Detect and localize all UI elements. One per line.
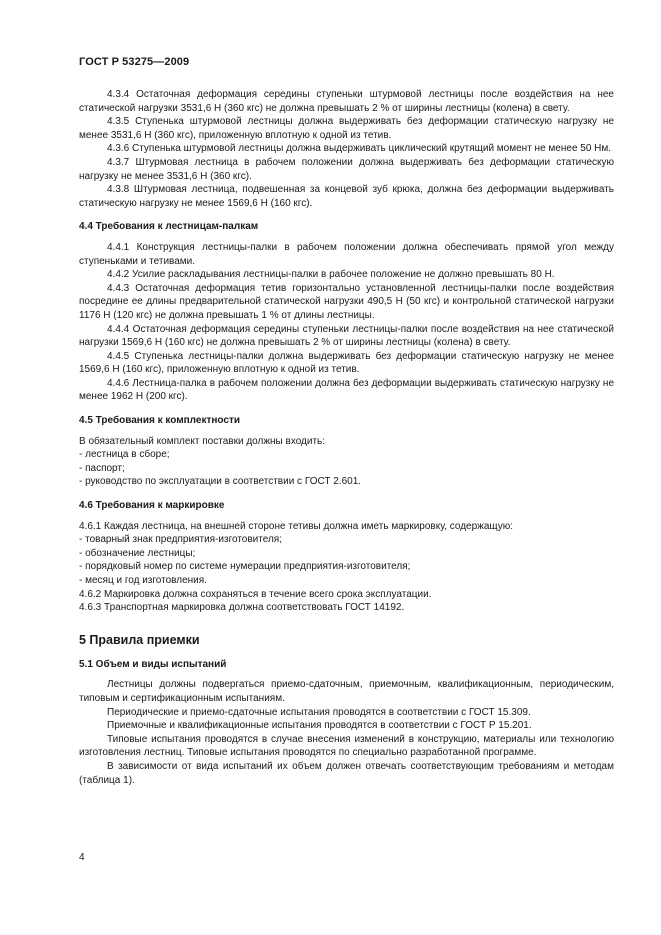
heading-section-5: 5 Правила приемки	[79, 632, 200, 647]
list-item: - товарный знак предприятия-изготовителя;	[79, 534, 282, 546]
paragraph-4-4-5: 4.4.5 Ступенька лестницы-палки должна выдерживать без деформации статическую нагрузку не менее 1569,6 Н (160 кгс), приложенную вплотную к одной из тетив.	[79, 350, 614, 376]
heading-4-6: 4.6 Требования к маркировке	[79, 500, 225, 512]
heading-5-1: 5.1 Объем и виды испытаний	[79, 658, 227, 670]
heading-4-4: 4.4 Требования к лестницам-палкам	[79, 221, 259, 233]
paragraph-4-3-7: 4.3.7 Штурмовая лестница в рабочем положении должна выдерживать без деформации статическую нагрузку не менее 3531,6 Н (360 кгс).	[79, 156, 614, 182]
paragraph-4-4-1: 4.4.1 Конструкция лестницы-палки в рабочем положении должна обеспечивать прямой угол между ступеньками и тетивами.	[79, 241, 614, 267]
heading-4-5: 4.5 Требования к комплектности	[79, 415, 240, 427]
paragraph-4-6-1: 4.6.1 Каждая лестница, на внешней стороне тетивы должна иметь маркировку, содержащую:	[79, 520, 514, 532]
document-header: ГОСТ Р 53275—2009	[79, 56, 190, 68]
paragraph-4-6-3: 4.6.3 Транспортная маркировка должна соответствовать ГОСТ 14192.	[79, 602, 405, 614]
paragraph-4-4-4: 4.4.4 Остаточная деформация середины ступеньки лестницы-палки после воздействия на нее статической нагрузки 1569,6 Н (160 кгс) не должна превышать 2 % от ширины лестницы (колена) в свету.	[79, 323, 614, 349]
list-item: - лестница в сборе;	[79, 449, 170, 461]
paragraph-5-1-c: Приемочные и квалификационные испытания проводятся в соответствии с ГОСТ Р 15.201.	[107, 720, 532, 732]
paragraph-4-3-8: 4.3.8 Штурмовая лестница, подвешенная за концевой зуб крюка, должна без деформации выдерживать статическую нагрузку не менее 1569,6 Н (160 кгс).	[79, 184, 614, 209]
paragraph-5-1-d: Типовые испытания проводятся в случае внесения изменений в конструкцию, материалы или технологию изготовления лестниц. Типовые испытания проводятся по специально разработанной программе.	[79, 733, 614, 759]
paragraph-4-4-3: 4.4.3 Остаточная деформация тетив горизонтально установленной лестницы-палки после воздействия посредине ее длины предварительной статической нагрузки 490,5 Н (50 кгс) и контрольной статической нагрузки 1176 Н (120 кгс) не должна превышать 1 % от длины лестницы.	[79, 282, 614, 321]
list-item: - месяц и год изготовления.	[79, 575, 207, 586]
paragraph-4-5-intro: В обязательный комплект поставки должны входить:	[79, 435, 326, 447]
paragraph-5-1-a: Лестницы должны подвергаться приемо-сдаточным, приемочным, квалификационным, периодическим, типовым и сертификационным испытаниям.	[79, 679, 614, 704]
page-number: 4	[79, 852, 85, 863]
list-item: - обозначение лестницы;	[79, 547, 196, 559]
paragraph-4-3-5: 4.3.5 Ступенька штурмовой лестницы должна выдерживать без деформации статическую нагрузку не менее 3531,6 Н (360 кгс), приложенную вплотную к одной из тетив.	[79, 116, 614, 141]
list-item: - паспорт;	[79, 462, 125, 474]
paragraph-5-1-e: В зависимости от вида испытаний их объем должен отвечать соответствующим требованиям и методам (таблица 1).	[79, 760, 614, 786]
paragraph-4-3-4: 4.3.4 Остаточная деформация середины ступеньки штурмовой лестницы после воздействия на нее статической нагрузки 3531,6 Н (360 кгс) не должна превышать 2 % от ширины лестницы (колена) в свету.	[79, 89, 614, 114]
paragraph-4-3-6: 4.3.6 Ступенька штурмовой лестницы должна выдерживать циклический крутящий момент не менее 50 Нм.	[107, 143, 612, 155]
list-item: - порядковый номер по системе нумерации предприятия-изготовителя;	[79, 561, 411, 573]
paragraph-4-4-6: 4.4.6 Лестница-палка в рабочем положении должна без деформации выдерживать статическую нагрузку не менее 1962 Н (200 кгс).	[79, 377, 614, 403]
paragraph-5-1-b: Периодические и приемо-сдаточные испытания проводятся в соответствии с ГОСТ 15.309.	[107, 706, 531, 718]
document-body	[79, 88, 614, 787]
list-item: - руководство по эксплуатации в соответствии с ГОСТ 2.601.	[79, 476, 362, 488]
paragraph-4-6-2: 4.6.2 Маркировка должна сохраняться в течение всего срока эксплуатации.	[79, 588, 432, 600]
paragraph-4-4-2: 4.4.2 Усилие раскладывания лестницы-палки в рабочее положение не должно превышать 80 Н.	[107, 269, 555, 281]
